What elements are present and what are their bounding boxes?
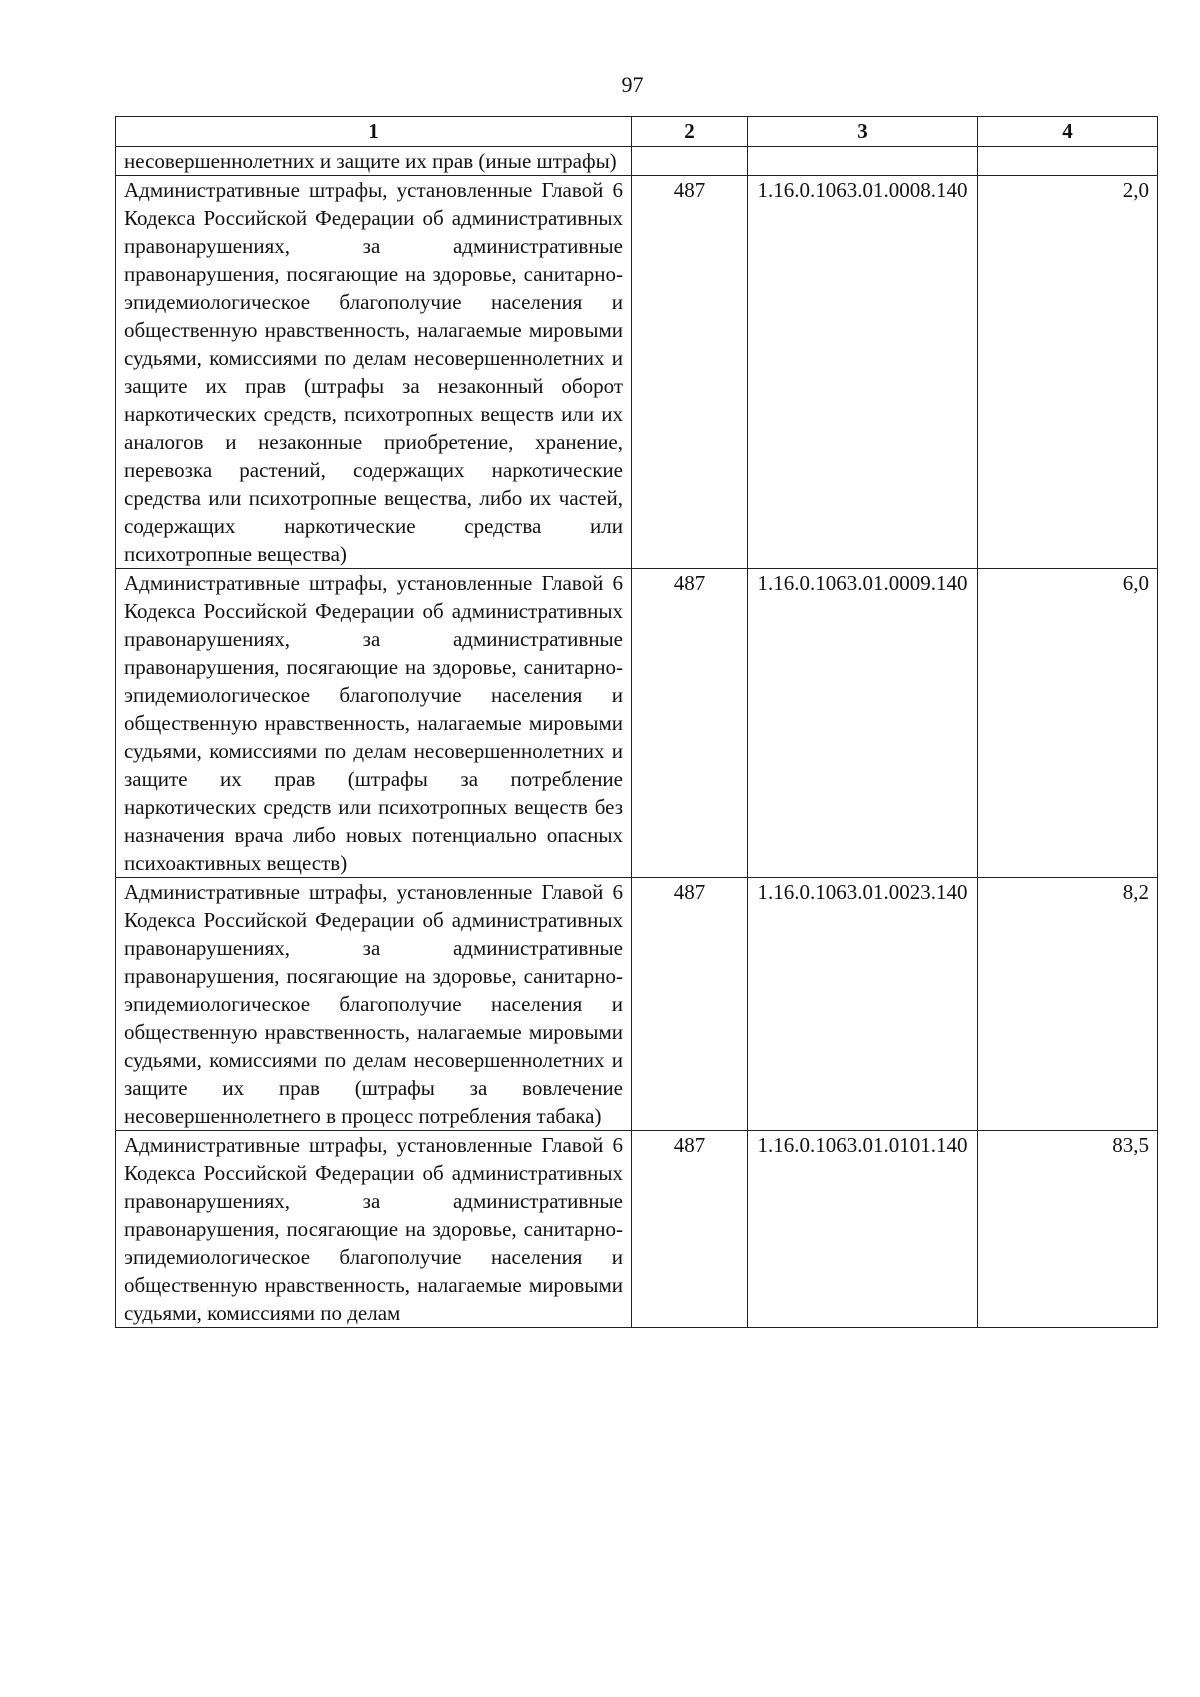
table-row xyxy=(116,176,1158,569)
column-header-1: 1 xyxy=(116,117,632,147)
row-description: несовершеннолетних и защите их прав (иные штрафы) xyxy=(116,147,632,176)
row-amount xyxy=(978,147,1158,176)
row-description: Административные штрафы, установленные Главой 6 Кодекса Российской Федерации об административных правонарушениях, за административные правонарушения, посягающие на здоровье, санитарно-эпидемиологическое благополучие населения и общественную нравственность, налагаемые мировыми судьями, комиссиями по делам несовершеннолетних и защите их прав (штрафы за вовлечение несовершеннолетнего в процесс потребления табака) xyxy=(116,878,632,1131)
row-description: Административные штрафы, установленные Главой 6 Кодекса Российской Федерации об административных правонарушениях, за административные правонарушения, посягающие на здоровье, санитарно-эпидемиологическое благополучие населения и общественную нравственность, налагаемые мировыми судьями, комиссиями по делам несовершеннолетних и защите их прав (штрафы за потребление наркотических средств или психотропных веществ без назначения врача либо новых потенциально опасных психоактивных веществ) xyxy=(116,569,632,878)
row-amount: 83,5 xyxy=(978,1131,1158,1328)
column-header-4: 4 xyxy=(978,117,1158,147)
table-row xyxy=(116,1131,1158,1328)
row-amount: 6,0 xyxy=(978,569,1158,878)
table-body xyxy=(116,147,1158,1328)
row-amount: 2,0 xyxy=(978,176,1158,569)
row-admin-code: 487 xyxy=(632,878,748,1131)
row-admin-code xyxy=(632,147,748,176)
table-row xyxy=(116,569,1158,878)
row-kbk-code: 1.16.0.1063.01.0008.140 xyxy=(748,176,978,569)
page-number: 97 xyxy=(621,72,644,97)
column-header-3: 3 xyxy=(748,117,978,147)
row-description: Административные штрафы, установленные Главой 6 Кодекса Российской Федерации об административных правонарушениях, за административные правонарушения, посягающие на здоровье, санитарно-эпидемиологическое благополучие населения и общественную нравственность, налагаемые мировыми судьями, комиссиями по делам xyxy=(116,1131,632,1328)
table-header xyxy=(116,117,1158,147)
row-amount: 8,2 xyxy=(978,878,1158,1131)
row-kbk-code: 1.16.0.1063.01.0101.140 xyxy=(748,1131,978,1328)
column-header-2: 2 xyxy=(632,117,748,147)
row-admin-code: 487 xyxy=(632,569,748,878)
row-kbk-code: 1.16.0.1063.01.0009.140 xyxy=(748,569,978,878)
row-kbk-code xyxy=(748,147,978,176)
table-row xyxy=(116,878,1158,1131)
table-row xyxy=(116,147,1158,176)
row-description: Административные штрафы, установленные Главой 6 Кодекса Российской Федерации об административных правонарушениях, за административные правонарушения, посягающие на здоровье, санитарно-эпидемиологическое благополучие населения и общественную нравственность, налагаемые мировыми судьями, комиссиями по делам несовершеннолетних и защите их прав (штрафы за незаконный оборот наркотических средств, психотропных веществ или их аналогов и незаконные приобретение, хранение, перевозка растений, содержащих наркотические средства или психотропные вещества, либо их частей, содержащих наркотические средства или психотропные вещества) xyxy=(116,176,632,569)
row-kbk-code: 1.16.0.1063.01.0023.140 xyxy=(748,878,978,1131)
budget-table xyxy=(115,116,1158,1328)
row-admin-code: 487 xyxy=(632,176,748,569)
row-admin-code: 487 xyxy=(632,1131,748,1328)
header-row xyxy=(116,117,1158,147)
